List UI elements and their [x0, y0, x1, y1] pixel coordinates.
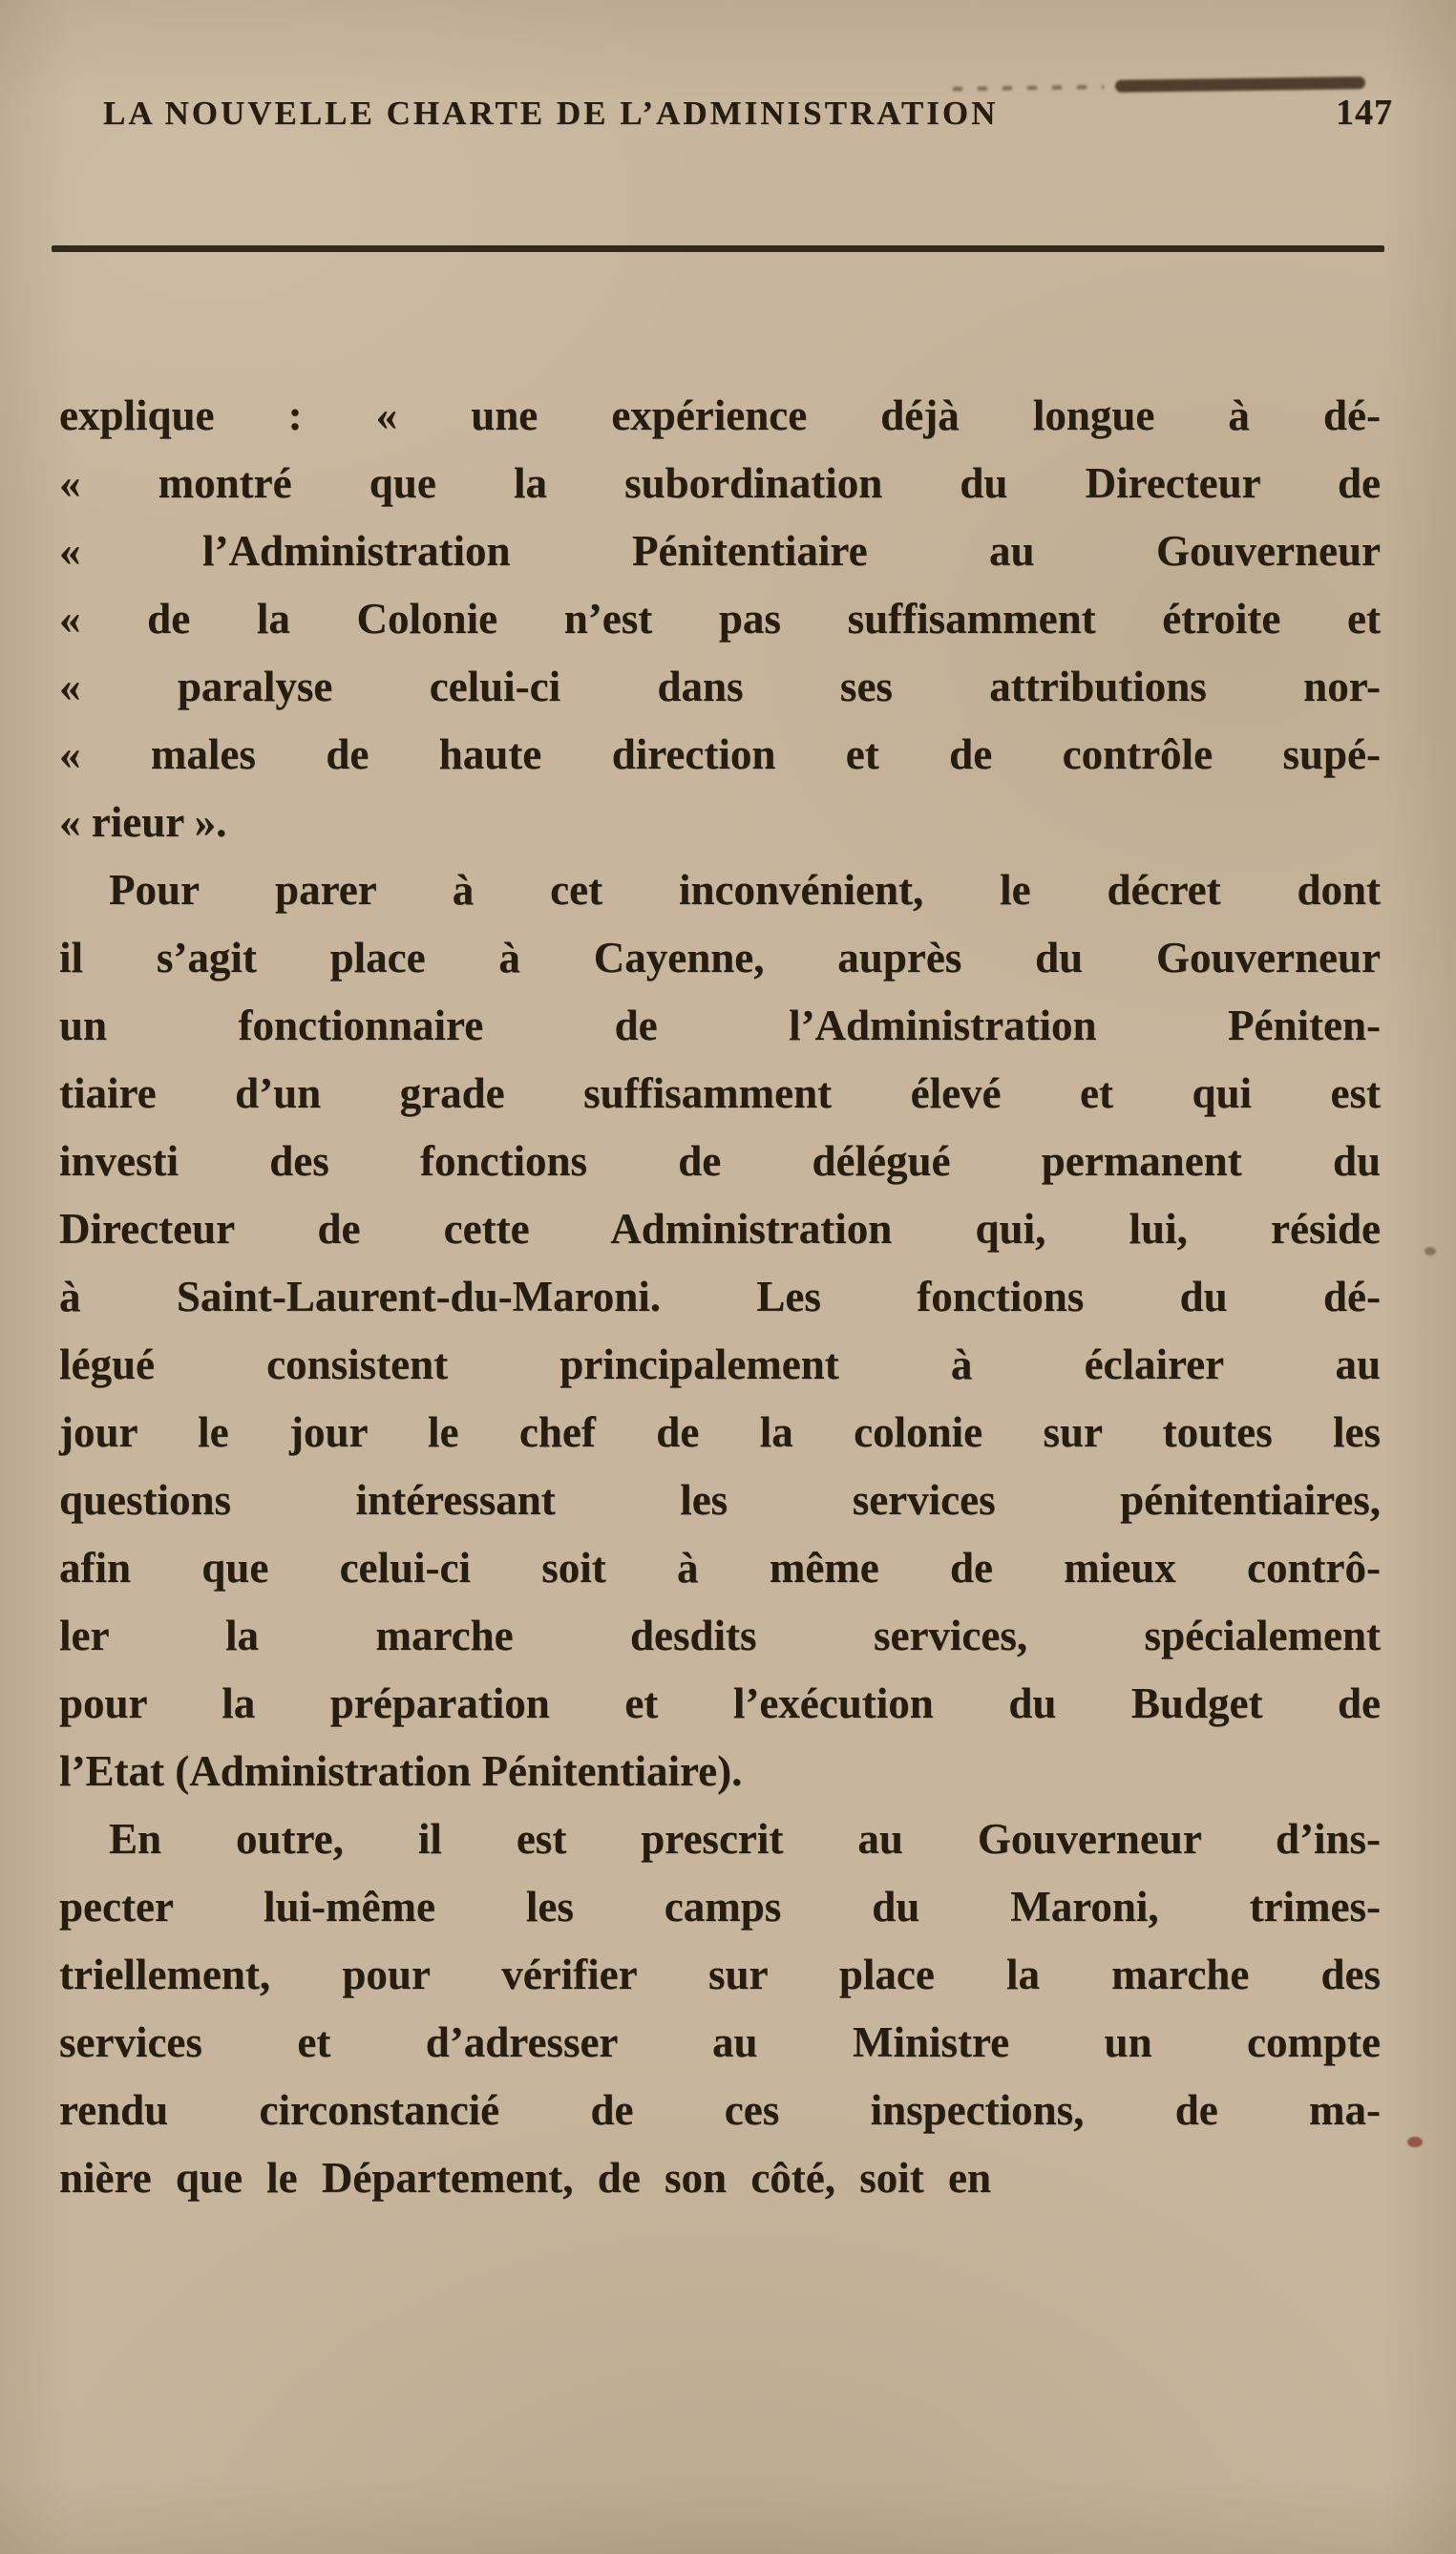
text-line: investi des fonctions de délégué permanent du: [59, 1137, 1381, 1185]
text-line: légué consistent principalement à éclairer au: [59, 1340, 1381, 1388]
text-line: triellement, pour vérifier sur place la marche des: [59, 1951, 1381, 1998]
text-line: tiaire d’un grade suffisamment élevé et qui est: [59, 1069, 1381, 1117]
header-rule: [52, 245, 1384, 252]
text-line: services et d’adresser au Ministre un compte: [59, 2018, 1381, 2066]
scan-artifact-smudge: [1115, 76, 1365, 93]
text-line: « de la Colonie n’est pas suffisamment étroite et: [59, 595, 1381, 643]
text-line: il s’agit place à Cayenne, auprès du Gouverneur: [59, 934, 1381, 981]
text-line: un fonctionnaire de l’Administration Péniten-: [59, 1002, 1381, 1049]
text-line: afin que celui-ci soit à même de mieux contrô-: [59, 1544, 1381, 1592]
text-line: Directeur de cette Administration qui, lui, réside: [59, 1205, 1381, 1253]
page-number: 147: [1336, 93, 1393, 133]
text-line: questions intéressant les services pénitentiaires,: [59, 1476, 1381, 1524]
text-line: « l’Administration Pénitentiaire au Gouverneur: [59, 527, 1381, 575]
text-line: l’Etat (Administration Pénitentiaire).: [59, 1747, 743, 1795]
text-line: rendu circonstancié de ces inspections, de ma-: [59, 2086, 1381, 2134]
scan-artifact-speck: [1407, 2137, 1423, 2147]
paragraph-quote: [59, 382, 1381, 856]
text-line: jour le jour le chef de la colonie sur toutes les: [59, 1408, 1381, 1456]
text-line: Pour parer à cet inconvénient, le décret dont: [109, 866, 1381, 914]
text-line: explique : « une expérience déjà longue à dé-: [59, 391, 1381, 439]
running-title: LA NOUVELLE CHARTE DE L’ADMINISTRATION: [103, 95, 999, 132]
text-line: à Saint-Laurent-du-Maroni. Les fonctions du dé-: [59, 1273, 1381, 1320]
text-line: nière que le Département, de son côté, soit en: [59, 2154, 992, 2202]
page-header: [103, 92, 1393, 134]
text-line: « paralyse celui-ci dans ses attributions nor-: [59, 663, 1381, 710]
paragraph: [59, 856, 1381, 1805]
text-line: En outre, il est prescrit au Gouverneur d’ins-: [109, 1815, 1381, 1863]
page-body: [59, 382, 1381, 2212]
text-line: « rieur ».: [59, 798, 227, 846]
text-line: « males de haute direction et de contrôle supé-: [59, 730, 1381, 778]
scan-artifact-speck: [1424, 1247, 1436, 1256]
text-line: « montré que la subordination du Directeur de: [59, 459, 1381, 507]
text-line: ler la marche desdits services, spécialement: [59, 1612, 1381, 1659]
text-line: pour la préparation et l’exécution du Budget de: [59, 1679, 1381, 1727]
text-line: pecter lui-même les camps du Maroni, trimes-: [59, 1883, 1381, 1931]
paragraph: [59, 1805, 1381, 2212]
